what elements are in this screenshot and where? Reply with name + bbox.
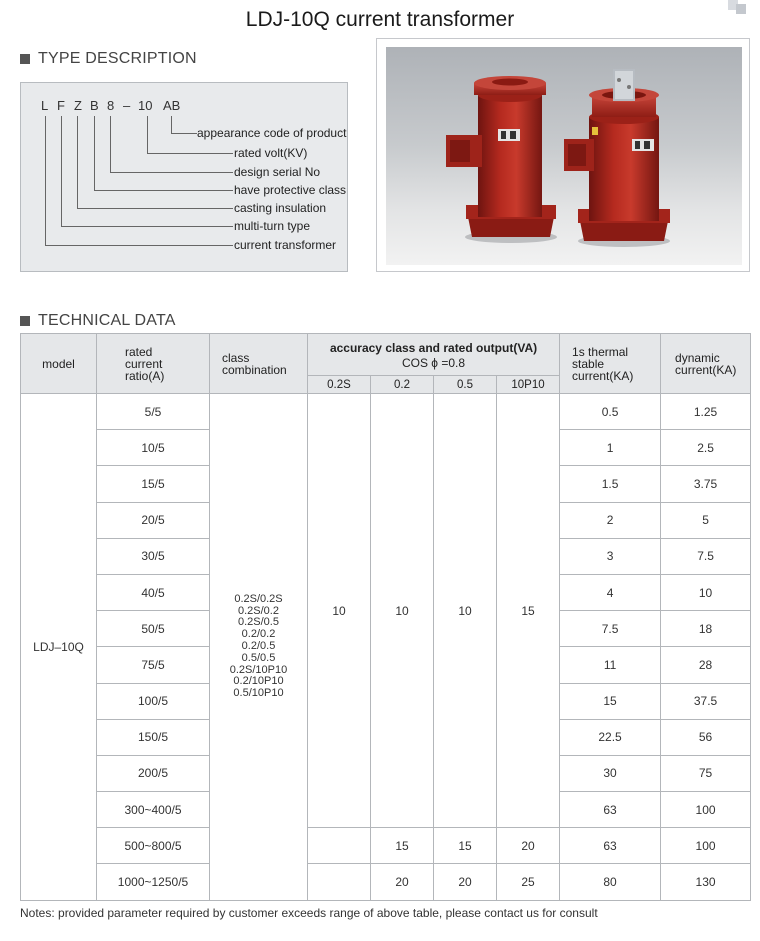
code-part: AB [163, 98, 181, 113]
dynamic-cell: 28 [661, 647, 751, 683]
dynamic-cell: 7.5 [661, 538, 751, 574]
class-combination-cell [210, 394, 308, 901]
table-row [21, 828, 751, 864]
thermal-cell: 11 [560, 647, 661, 683]
thermal-cell: 80 [560, 864, 661, 900]
code-part: 8 [107, 98, 115, 113]
technical-data-heading [20, 312, 176, 330]
thermal-cell: 4 [560, 574, 661, 610]
type-description-heading-text: TYPE DESCRIPTION [38, 50, 197, 67]
heading-bullet-icon [20, 54, 30, 64]
transformer-illustration [386, 47, 742, 265]
code-part: Z [74, 98, 82, 113]
transformer-left [446, 76, 557, 243]
ratio-cell: 75/5 [97, 647, 210, 683]
dynamic-cell: 130 [661, 864, 751, 900]
ratio-cell: 5/5 [97, 394, 210, 430]
ratio-cell: 200/5 [97, 755, 210, 791]
thermal-cell: 1.5 [560, 466, 661, 502]
title-text: current transformer [329, 8, 515, 31]
dynamic-cell: 5 [661, 502, 751, 538]
accuracy-02s-cell [308, 864, 371, 900]
dynamic-cell: 100 [661, 792, 751, 828]
thermal-cell: 22.5 [560, 719, 661, 755]
header-sub-05: 0.5 [434, 376, 497, 394]
header-sub-10p10: 10P10 [497, 376, 560, 394]
class-combination-value: 0.2/0.5 [241, 639, 276, 652]
accuracy-10p10-cell: 15 [497, 394, 560, 828]
ratio-cell: 1000~1250/5 [97, 864, 210, 900]
legend-appearance-code: appearance code of product [197, 126, 347, 140]
accuracy-02-cell: 20 [371, 864, 434, 900]
class-combination-value: 0.2S/10P10 [229, 663, 288, 676]
header-accuracy [308, 334, 560, 376]
accuracy-10p10-cell: 20 [497, 828, 560, 864]
ratio-cell: 10/5 [97, 430, 210, 466]
accuracy-05-cell: 15 [434, 828, 497, 864]
transformer-right [564, 69, 670, 247]
type-description-box [20, 82, 348, 272]
accuracy-02-cell: 10 [371, 394, 434, 828]
class-combination-value: 0.5/10P10 [233, 687, 284, 700]
thermal-cell: 1 [560, 430, 661, 466]
type-description-heading [20, 50, 197, 68]
accuracy-05-cell: 20 [434, 864, 497, 900]
page-title [0, 8, 760, 32]
ratio-cell: 30/5 [97, 538, 210, 574]
title-model: LDJ-10Q [245, 8, 330, 31]
class-combination-value: 0.5/0.5 [241, 651, 276, 664]
code-part: L [41, 98, 49, 113]
accuracy-02-cell: 15 [371, 828, 434, 864]
ratio-cell: 500~800/5 [97, 828, 210, 864]
header-ratio: rated current ratio(A) [97, 334, 210, 394]
legend-rated-volt: rated volt(KV) [234, 146, 308, 160]
legend-multi-turn: multi-turn type [234, 219, 311, 233]
code-part: F [57, 98, 65, 113]
dynamic-cell: 18 [661, 611, 751, 647]
technical-data-table [20, 333, 751, 901]
dynamic-cell: 1.25 [661, 394, 751, 430]
thermal-cell: 7.5 [560, 611, 661, 647]
header-model: model [21, 334, 97, 394]
dynamic-cell: 75 [661, 755, 751, 791]
ratio-cell: 150/5 [97, 719, 210, 755]
table-row [21, 394, 751, 430]
ratio-cell: 40/5 [97, 574, 210, 610]
dynamic-cell: 3.75 [661, 466, 751, 502]
legend-design-serial: design serial No [234, 165, 321, 179]
legend-current-transformer: current transformer [234, 238, 337, 252]
header-accuracy-text: accuracy class and rated output(VA) [329, 341, 538, 355]
class-combination-value: 0.2S/0.2 [238, 604, 279, 617]
thermal-cell: 2 [560, 502, 661, 538]
dynamic-cell: 2.5 [661, 430, 751, 466]
accuracy-02s-cell [308, 828, 371, 864]
ratio-cell: 300~400/5 [97, 792, 210, 828]
thermal-cell: 15 [560, 683, 661, 719]
header-thermal: 1s thermal stable current(KA) [560, 334, 661, 394]
dynamic-cell: 56 [661, 719, 751, 755]
dynamic-cell: 10 [661, 574, 751, 610]
class-combination-value: 0.2S/0.2S [234, 592, 283, 605]
header-cos: COS ϕ =0.8 [401, 356, 466, 370]
heading-bullet-icon [20, 316, 30, 326]
dynamic-cell: 37.5 [661, 683, 751, 719]
code-part: – [123, 98, 131, 113]
ratio-cell: 15/5 [97, 466, 210, 502]
code-part: B [90, 98, 99, 113]
ratio-cell: 20/5 [97, 502, 210, 538]
thermal-cell: 63 [560, 828, 661, 864]
ratio-cell: 50/5 [97, 611, 210, 647]
ratio-cell: 100/5 [97, 683, 210, 719]
thermal-cell: 3 [560, 538, 661, 574]
accuracy-10p10-cell: 25 [497, 864, 560, 900]
table-row [21, 864, 751, 900]
model-cell: LDJ–10Q [21, 394, 97, 901]
class-combination-value: 0.2S/0.5 [238, 616, 279, 629]
product-photo [376, 38, 750, 272]
notes-text: Notes: provided parameter required by customer exceeds range of above table, please contact us for consult [20, 906, 598, 920]
class-combination-value: 0.2/0.2 [241, 628, 276, 641]
thermal-cell: 63 [560, 792, 661, 828]
header-sub-02s: 0.2S [308, 376, 371, 394]
legend-casting-insulation: casting insulation [234, 201, 327, 215]
accuracy-05-cell: 10 [434, 394, 497, 828]
thermal-cell: 0.5 [560, 394, 661, 430]
legend-protective-class: have protective class [234, 183, 347, 197]
code-part: 10 [138, 98, 153, 113]
dynamic-cell: 100 [661, 828, 751, 864]
accuracy-02s-cell: 10 [308, 394, 371, 828]
class-combination-value: 0.2/10P10 [233, 675, 284, 688]
thermal-cell: 30 [560, 755, 661, 791]
header-dynamic: dynamic current(KA) [661, 334, 751, 394]
technical-data-heading-text: TECHNICAL DATA [38, 312, 176, 329]
header-class-combination: class combination [210, 334, 308, 394]
header-sub-02: 0.2 [371, 376, 434, 394]
